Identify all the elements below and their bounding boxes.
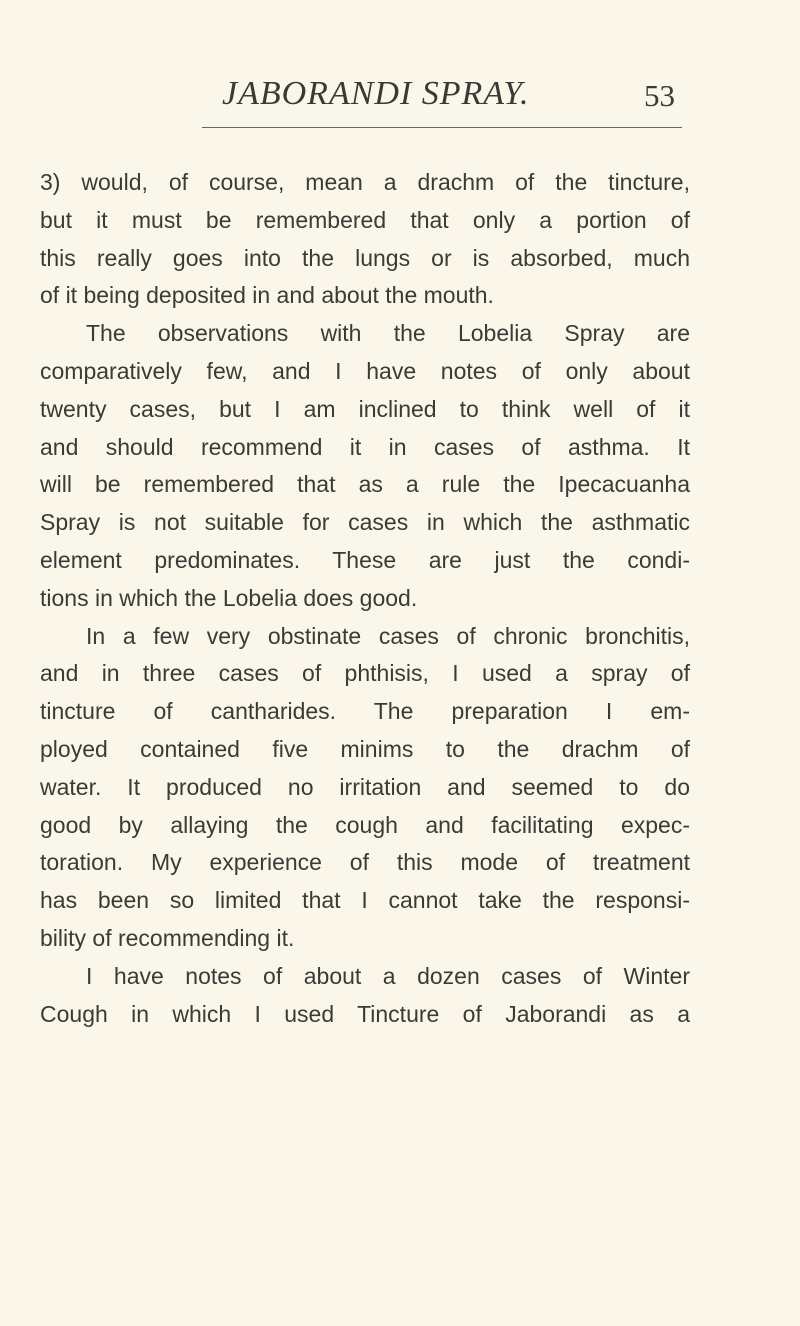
running-head (0, 72, 800, 116)
text-line: toration. My experience of this mode of treatment (40, 849, 690, 876)
text-line: and should recommend it in cases of asthma. It (40, 433, 690, 460)
text-line: element predominates. These are just the condi- (40, 546, 690, 573)
text-line: of it being deposited in and about the mouth. (40, 282, 494, 309)
text-line: good by allaying the cough and facilitating expec- (40, 811, 690, 838)
text-line: twenty cases, but I am inclined to think well of it (40, 395, 690, 422)
text-line: has been so limited that I cannot take the responsi- (40, 887, 690, 914)
text-line: water. It produced no irritation and seemed to do (40, 773, 690, 800)
text-line: comparatively few, and I have notes of only about (40, 357, 690, 384)
text-line: bility of recommending it. (40, 924, 295, 951)
text-line: ployed contained five minims to the drachm of (40, 735, 690, 762)
text-line: 3) would, of course, mean a drachm of the tincture, (40, 169, 690, 195)
text-line: but it must be remembered that only a portion of (40, 206, 690, 233)
text-line: Cough in which I used Tincture of Jaborandi as a (40, 1000, 690, 1027)
text-line: will be remembered that as a rule the Ipecacuanha (40, 471, 690, 498)
text-line: tions in which the Lobelia does good. (40, 584, 418, 611)
text-line: Spray is not suitable for cases in which the asthmatic (40, 509, 690, 536)
text-line: and in three cases of phthisis, I used a spray of (40, 660, 690, 687)
running-title: JABORANDI SPRAY. (222, 75, 530, 112)
text-line: I have notes of about a dozen cases of Winter (86, 962, 690, 989)
text-line: The observations with the Lobelia Spray are (86, 320, 690, 347)
page-number: 53 (644, 78, 675, 113)
header-rule (202, 127, 682, 128)
text-line: tincture of cantharides. The preparation I em- (40, 698, 690, 725)
body-text (40, 164, 690, 1033)
text-line: this really goes into the lungs or is absorbed, much (40, 244, 690, 271)
text-line: In a few very obstinate cases of chronic bronchitis, (86, 622, 690, 649)
